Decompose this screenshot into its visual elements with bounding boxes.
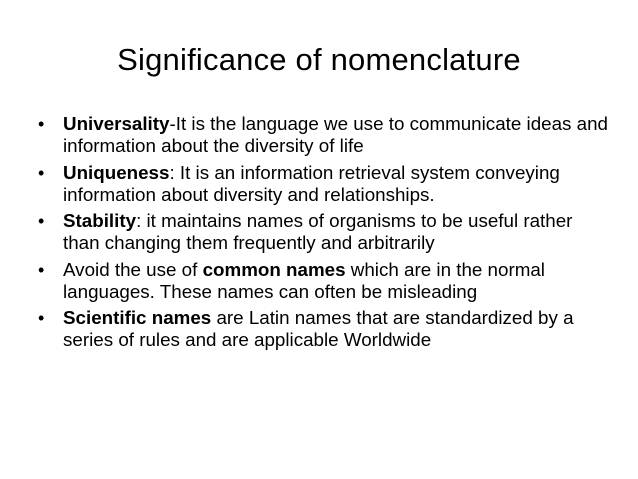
bullet-dot-icon: • [38,162,45,183]
bullet-dot-icon: • [38,308,45,328]
bullet-text: are Latin names that are standardized by a series of rules and are applicable Worldwide [63,307,574,350]
bullet-term: Scientific names [63,307,212,328]
bullet-term: Uniqueness [63,161,170,183]
bullet-dot-icon: • [38,211,45,231]
bullet-term: Stability [63,210,137,231]
bullet-universality [38,113,608,157]
bullet-stability [38,210,608,254]
bullet-dot-icon: • [38,259,45,280]
bullet-text: : it maintains names of organisms to be useful rather than changing them frequently and arbitrarily [63,210,573,253]
bullet-term: Universality [63,113,170,134]
bullet-text: -It is the language we use to communicate ideas and information about the diversity of life [63,113,608,156]
bullet-term: common names [202,258,346,280]
bullet-text: which are in the normal languages. These names can often be misleading [63,258,545,302]
bullet-prefix: Avoid the use of [63,258,203,280]
slide-title: Significance of nomenclature [117,42,521,77]
bullet-list [38,113,608,356]
bullet-uniqueness [38,162,608,206]
bullet-dot-icon: • [38,114,45,134]
bullet-scientific-names [38,307,608,351]
bullet-common-names [38,259,608,303]
bullet-text: : It is an information retrieval system conveying information about diversity and relationships. [63,161,560,205]
